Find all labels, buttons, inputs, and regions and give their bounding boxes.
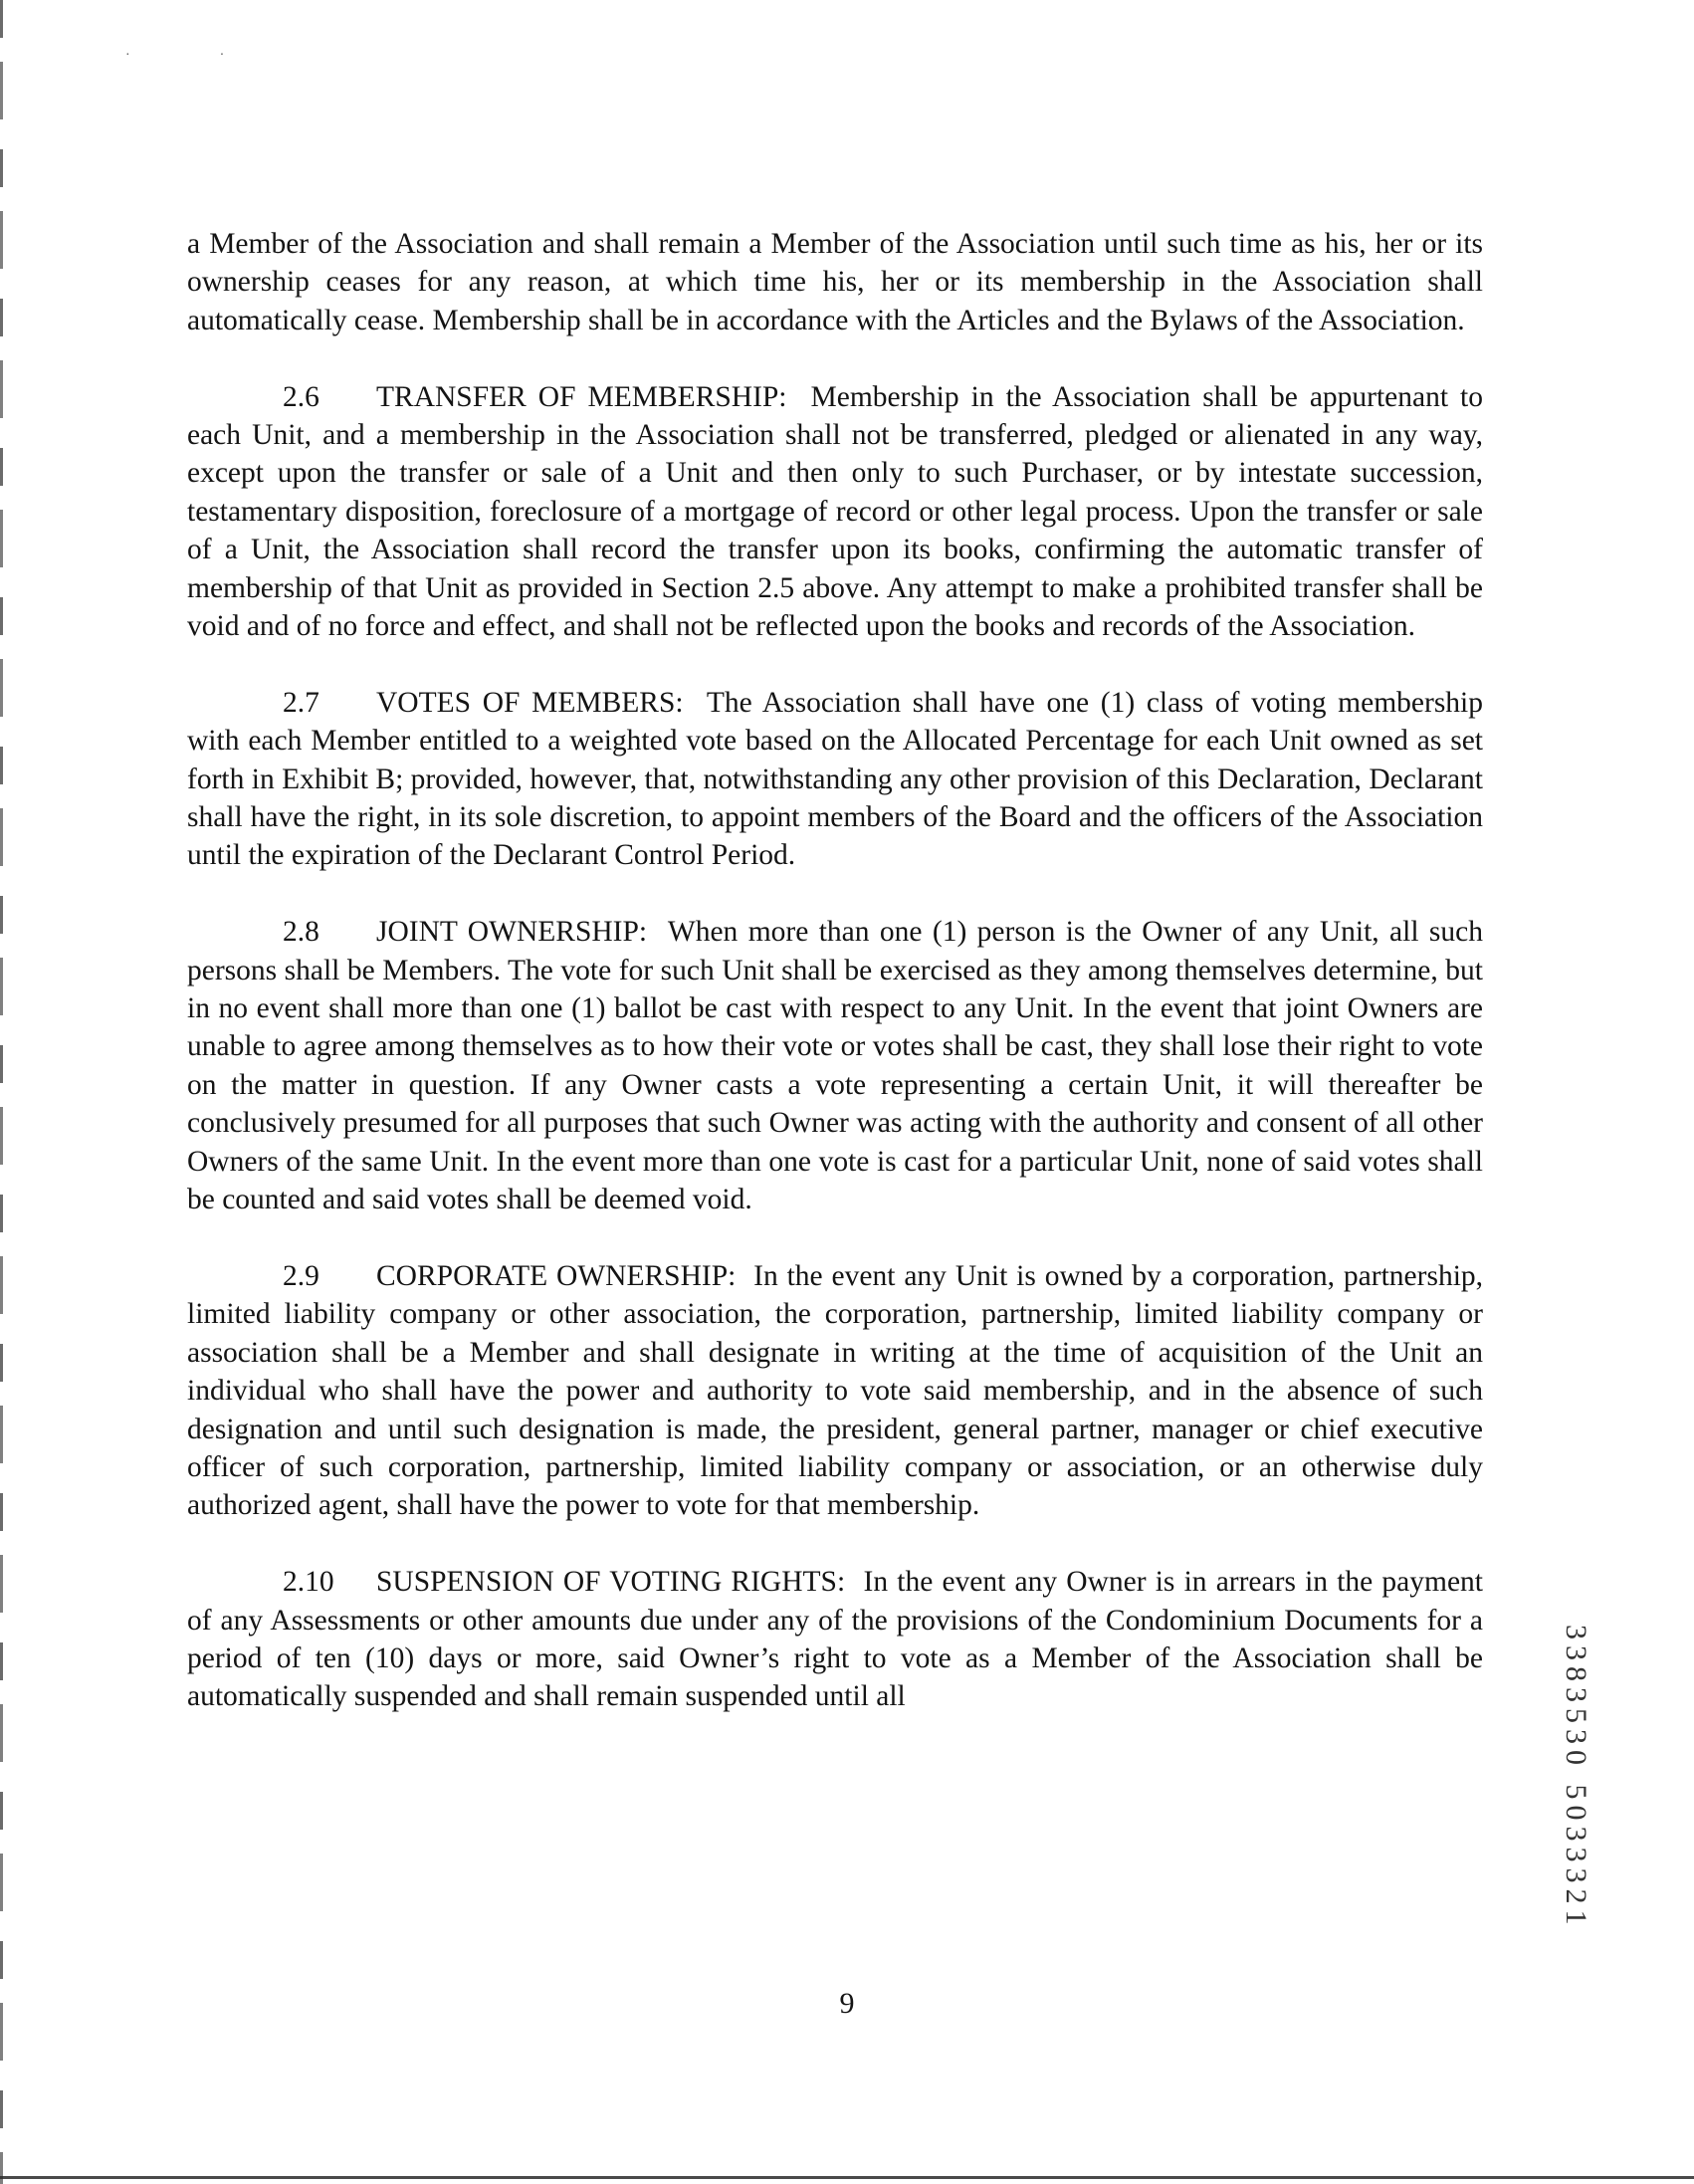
section-heading: SUSPENSION OF VOTING RIGHTS: <box>376 1566 846 1599</box>
paragraph-continuation <box>187 225 1483 339</box>
section-2-8 <box>187 913 1483 1218</box>
paragraph-text: Membership in the Association shall be appurtenant to each Unit, and a membership in the Association shall not be transferred, pledged or alienated in any way, except upon the transfer or sale of a Unit and then only to such Purchaser, or by intestate succession, testamentary disposition, foreclosure of a mortgage of record or other legal process. Upon the transfer or sale of a Unit, the Association shall record the transfer upon its books, confirming the automatic transfer of membership of that Unit as provided in Section 2.5 above. Any attempt to make a prohibited transfer shall be void and of no force and effect, and shall not be reflected upon the books and records of the Association. <box>187 380 1484 643</box>
paragraph-text: When more than one (1) person is the Owner of any Unit, all such persons shall be Members. The vote for such Unit shall be exercised as they among themselves determine, but in no event shall more than one (1) ballot be cast with respect to any Unit. In the event that joint Owners are unable to agree among themselves as to how their vote or votes shall be cast, they shall lose their right to vote on the matter in question. If any Owner casts a vote representing a certain Unit, it will thereafter be conclusively presumed for all purposes that such Owner was acting with the authority and consent of all other Owners of the same Unit. In the event more than one vote is cast for a particular Unit, none of said votes shall be counted and said votes shall be deemed void. <box>187 916 1483 1216</box>
section-heading: CORPORATE OWNERSHIP: <box>376 1259 737 1292</box>
section-number: 2.7 <box>283 686 319 719</box>
paragraph-text: a Member of the Association and shall remain a Member of the Association until such time as his, her or its ownership ceases for any reason, at which time his, her or its membership in the Association shall automatically cease. Membership shall be in accordance with the Articles and the Bylaws of the Association. <box>187 228 1483 336</box>
section-2-10 <box>187 1563 1483 1716</box>
section-heading: VOTES OF MEMBERS: <box>376 686 684 719</box>
paragraph-text: In the event any Unit is owned by a corporation, partnership, limited liability company or other association, the corporation, partnership, limited liability company or association shall be a Member and shall designate in writing at the time of acquisition of the Unit an individual who shall have the power and authority to vote said membership, and in the absence of such designation and until such designation is made, the president, general partner, manager or chief executive officer of such corporation, partnership, limited liability company or association, or an otherwise duly authorized agent, shall have the power to vote for that membership. <box>187 1259 1484 1522</box>
section-heading: TRANSFER OF MEMBERSHIP: <box>376 380 787 413</box>
section-number: 2.9 <box>283 1259 319 1292</box>
page-number: 9 <box>839 1987 855 2020</box>
section-heading: JOINT OWNERSHIP: <box>376 916 648 949</box>
section-2-7 <box>187 684 1483 875</box>
paragraph-text: The Association shall have one (1) class of voting membership with each Member entitled to a weighted vote based on the Allocated Percentage for each Unit owned as set forth in Exhibit B; provided, however, that, notwithstanding any other provision of this Declaration, Declarant shall have the right, in its sole discretion, to appoint members of the Board and the officers of the Association until the expiration of the Declarant Control Period. <box>187 686 1483 872</box>
section-2-6 <box>187 378 1483 646</box>
section-2-9 <box>187 1257 1483 1525</box>
section-number: 2.8 <box>283 916 319 949</box>
section-number: 2.6 <box>283 380 319 413</box>
paragraph-text: In the event any Owner is in arrears in the payment of any Assessments or other amounts due under any of the provisions of the Condominium Documents for a period of ten (10) days or more, said Owner’s right to vote as a Member of the Association shall be automatically suspended and shall remain suspended until all <box>187 1566 1483 1713</box>
scan-edge-bottom <box>0 2176 1694 2179</box>
section-number: 2.10 <box>283 1566 334 1599</box>
document-body <box>187 225 1483 1754</box>
scan-specks: · · <box>125 48 225 63</box>
bates-number: 3383530 5033321 <box>1560 1625 1592 1931</box>
scan-edge-left <box>0 0 3 2184</box>
